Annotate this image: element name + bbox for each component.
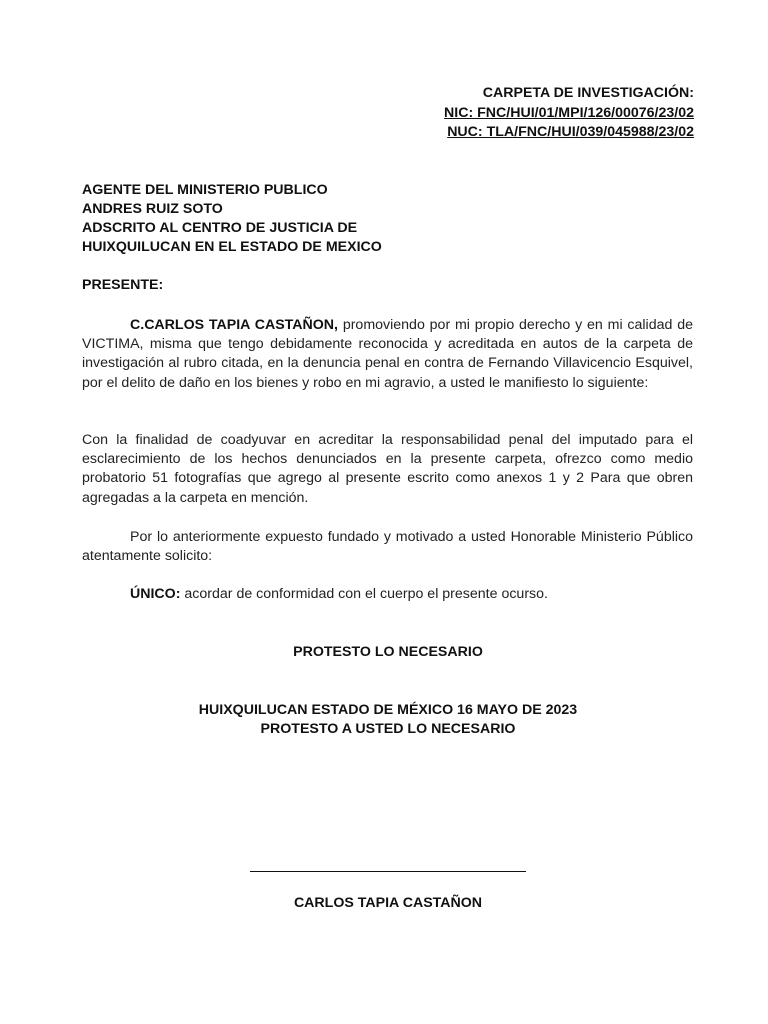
petitioner-name: C.CARLOS TAPIA CASTAÑON, bbox=[130, 317, 338, 333]
paragraph-introduction bbox=[82, 316, 693, 393]
unico-label: ÚNICO: bbox=[130, 586, 181, 602]
addressee-line-4: HUIXQUILUCAN EN EL ESTADO DE MEXICO bbox=[82, 239, 382, 255]
addressee-block bbox=[82, 181, 382, 257]
case-header bbox=[444, 84, 694, 143]
unico-text: acordar de conformidad con el cuerpo el presente ocurso. bbox=[180, 586, 548, 602]
protesto-usted: PROTESTO A USTED LO NECESARIO bbox=[260, 721, 516, 737]
addressee-line-3: ADSCRITO AL CENTRO DE JUSTICIA DE bbox=[82, 220, 358, 236]
addressee-line-1: AGENTE DEL MINISTERIO PUBLICO bbox=[82, 182, 328, 198]
presente-label: PRESENTE: bbox=[82, 277, 164, 293]
addressee-line-2: ANDRES RUIZ SOTO bbox=[82, 201, 223, 217]
carpeta-title: CARPETA DE INVESTIGACIÓN: bbox=[482, 85, 694, 101]
place-date: HUIXQUILUCAN ESTADO DE MÉXICO 16 MAYO DE 2023 bbox=[198, 702, 578, 718]
protesto-heading: PROTESTO LO NECESARIO bbox=[293, 644, 483, 660]
signature-line bbox=[250, 871, 526, 872]
paragraph-evidence: Con la finalidad de coadyuvar en acreditar la responsabilidad penal del imputado para el esclarecimiento de los hechos denunciados en la presente carpeta, ofrezco como medio probatorio 51 fotografías que agrego al presente escrito como anexos 1 y 2 Para que obren agregadas a la carpeta en mención. bbox=[82, 432, 693, 506]
nic-number: NIC: FNC/HUI/01/MPI/126/00076/23/02 bbox=[444, 104, 694, 121]
signer-name: CARLOS TAPIA CASTAÑON bbox=[293, 895, 483, 911]
paragraph-introduction-text: promoviendo por mi propio derecho y en mi calidad de VICTIMA, misma que tengo debidamente reconocida y acreditada en autos de la carpeta de investigación al rubro citada, en la denuncia penal en contra de Fernando Villavicencio Esquivel, por el delito de daño en los bienes y robo en mi agravio, a usted le manifiesto lo siguiente: bbox=[82, 317, 693, 391]
paragraph-request: Por lo anteriormente expuesto fundado y motivado a usted Honorable Ministerio Público atentamente solicito: bbox=[82, 529, 693, 565]
paragraph-unico bbox=[82, 585, 693, 604]
nuc-number: NUC: TLA/FNC/HUI/039/045988/23/02 bbox=[447, 124, 694, 140]
